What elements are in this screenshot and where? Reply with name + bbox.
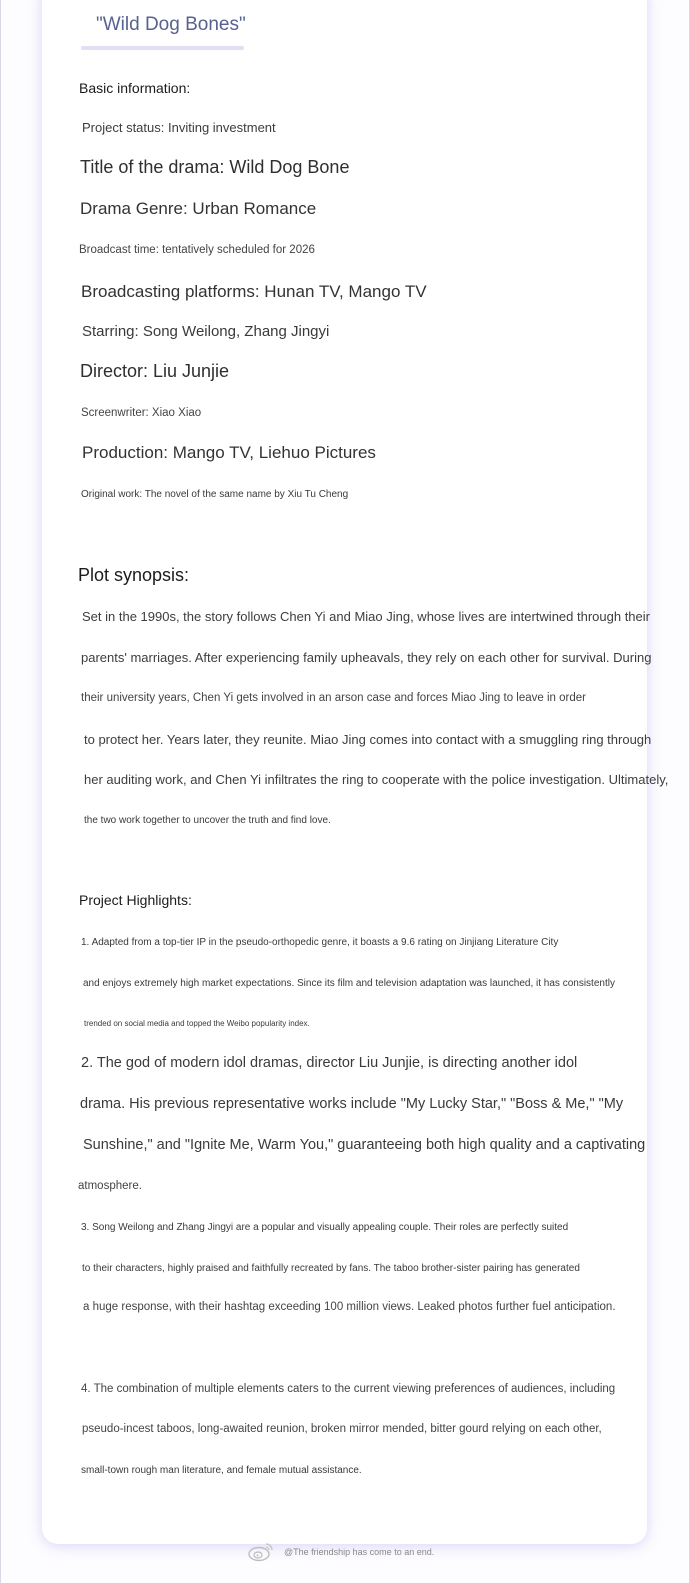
highlight-3-line: a huge response, with their hashtag exceeding 100 million views. Leaked photos further fuel anticipation. [83,1301,616,1313]
screenwriter: Screenwriter: Xiao Xiao [81,407,202,419]
broadcast-time: Broadcast time: tentatively scheduled for 2026 [79,244,315,256]
highlight-3-line: 3. Song Weilong and Zhang Jingyi are a popular and visually appealing couple. Their roles are perfectly suited [81,1222,569,1233]
plot-line: the two work together to uncover the truth and find love. [84,815,331,826]
plot-line: their university years, Chen Yi gets involved in an arson case and forces Miao Jing to leave in order [81,692,586,704]
highlight-3-line: to their characters, highly praised and faithfully recreated by fans. The taboo brother-sister pairing has generated [82,1263,580,1274]
footer-watermark [247,1540,447,1562]
highlight-1-line: trended on social media and topped the Weibo popularity index. [84,1019,310,1028]
plot-line: Set in the 1990s, the story follows Chen Yi and Miao Jing, whose lives are intertwined through their [82,609,650,624]
highlight-2-line: Sunshine," and "Ignite Me, Warm You," guaranteeing both high quality and a captivating [83,1137,646,1153]
production: Production: Mango TV, Liehuo Pictures [82,443,376,462]
broadcast-platforms: Broadcasting platforms: Hunan TV, Mango TV [81,282,427,301]
highlight-4-line: small-town rough man literature, and female mutual assistance. [81,1465,362,1476]
director: Director: Liu Junjie [80,361,230,381]
highlight-1-line: 1. Adapted from a top-tier IP in the pseudo-orthopedic genre, it boasts a 9.6 rating on Jinjiang Literature City [81,937,559,948]
highlight-4-line: pseudo-incest taboos, long-awaited reunion, broken mirror mended, bitter gourd relying on each other, [82,1423,602,1435]
highlight-4-line: 4. The combination of multiple elements caters to the current viewing preferences of audiences, including [81,1383,616,1395]
weibo-icon [247,1540,275,1562]
plot-heading: Plot synopsis: [78,565,190,585]
plot-line: to protect her. Years later, they reunite. Miao Jing comes into contact with a smuggling ring through [84,732,652,747]
page-title: "Wild Dog Bones" [96,14,246,35]
plot-line: parents' marriages. After experiencing family upheavals, they rely on each other for survival. During [81,650,652,665]
left-border [0,0,1,1583]
highlight-2-line: atmosphere. [78,1180,142,1192]
project-status: Project status: Inviting investment [82,120,276,135]
highlights-heading: Project Highlights: [79,892,192,908]
highlight-2-line: drama. His previous representative works include "My Lucky Star," "Boss & Me," "My [80,1096,624,1112]
basic-info-heading: Basic information: [79,80,191,96]
starring: Starring: Song Weilong, Zhang Jingyi [82,323,330,340]
drama-genre: Drama Genre: Urban Romance [80,199,317,218]
original-work: Original work: The novel of the same name by Xiu Tu Cheng [81,489,349,500]
highlight-1-line: and enjoys extremely high market expectations. Since its film and television adaptation was launched, it has consistently [83,978,615,989]
plot-line: her auditing work, and Chen Yi infiltrates the ring to cooperate with the police investigation. Ultimately, [84,772,669,787]
drama-title: Title of the drama: Wild Dog Bone [80,157,350,177]
watermark-text: @The friendship has come to an end. [284,1547,435,1557]
highlight-2-line: 2. The god of modern idol dramas, director Liu Junjie, is directing another idol [81,1055,578,1071]
title-underline [81,46,244,50]
